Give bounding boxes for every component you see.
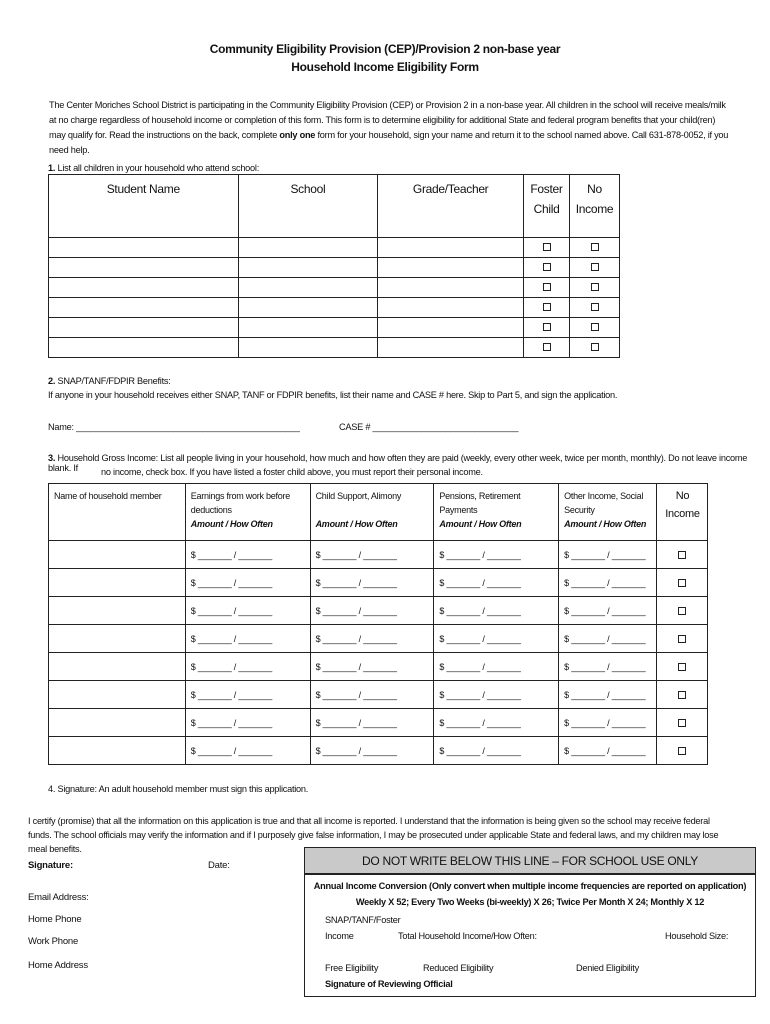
total-income-label: Total Household Income/How Often: <box>398 931 537 941</box>
no-income-checkbox[interactable] <box>591 283 599 291</box>
foster-child-checkbox[interactable] <box>543 323 551 331</box>
intro-bold: only one <box>279 130 316 140</box>
section3-number: 3. <box>48 453 56 463</box>
school-cell[interactable] <box>238 278 378 298</box>
section2-number: 2. <box>48 376 56 386</box>
child-support-cell[interactable]: $ _______ / _______ <box>310 541 434 569</box>
no-income-checkbox[interactable] <box>678 607 686 615</box>
student-name-cell[interactable] <box>49 278 239 298</box>
pensions-cell[interactable]: $ _______ / _______ <box>434 737 559 765</box>
students-body <box>49 238 620 358</box>
school-cell[interactable] <box>238 238 378 258</box>
member-name-cell[interactable] <box>49 709 186 737</box>
pensions-cell[interactable]: $ _______ / _______ <box>434 653 559 681</box>
foster-child-checkbox[interactable] <box>543 283 551 291</box>
member-name-cell[interactable] <box>49 737 186 765</box>
other-income-cell[interactable]: $ _______ / _______ <box>559 625 657 653</box>
no-income-checkbox[interactable] <box>678 747 686 755</box>
no-income-cell <box>656 569 707 597</box>
child-support-cell[interactable]: $ _______ / _______ <box>310 653 434 681</box>
member-name-cell[interactable] <box>49 541 186 569</box>
school-cell[interactable] <box>238 298 378 318</box>
section1-text: List all children in your household who attend school: <box>55 163 259 173</box>
child-support-cell[interactable]: $ _______ / _______ <box>310 625 434 653</box>
student-name-cell[interactable] <box>49 318 239 338</box>
no-income-checkbox[interactable] <box>678 551 686 559</box>
school-cell[interactable] <box>238 258 378 278</box>
no-income-cell <box>656 653 707 681</box>
income-body <box>49 541 708 765</box>
grade-teacher-cell[interactable] <box>378 238 524 258</box>
income-row <box>49 541 708 569</box>
snap-case-field[interactable]: CASE # ______________________________ <box>339 422 519 432</box>
pensions-cell[interactable]: $ _______ / _______ <box>434 625 559 653</box>
student-name-cell[interactable] <box>49 258 239 278</box>
child-support-cell[interactable]: $ _______ / _______ <box>310 681 434 709</box>
pensions-cell[interactable]: $ _______ / _______ <box>434 569 559 597</box>
email-field[interactable]: Email Address: <box>28 892 89 903</box>
home-address-field[interactable]: Home Address <box>28 960 88 971</box>
student-row <box>49 338 620 358</box>
earnings-cell[interactable]: $ _______ / _______ <box>185 737 310 765</box>
section1-label <box>48 163 259 173</box>
section2-instruction: If anyone in your household receives either SNAP, TANF or FDPIR benefits, list their name and CASE # here. Skip to Part 5, and sign the application. <box>48 390 618 400</box>
conversion-rates: Weekly X 52; Every Two Weeks (bi-weekly) X 26; Twice Per Month X 24; Monthly X 12 <box>355 897 705 907</box>
intro-text-a: The Center Moriches School District is participating in the Community Eligibility Provision (CEP) or Provision 2 in a non-base year. All children in the school will receive meals/milk at no charge regardless of household income or completion of this form. This form is to determine eligibility for additional State and federal program benefits that your child(ren) may qualify for. Read the instructions on the back, complete <box>49 100 726 140</box>
no-income-cell <box>656 737 707 765</box>
student-name-cell[interactable] <box>49 338 239 358</box>
form-subtitle: Household Income Eligibility Form <box>291 60 479 74</box>
students-header-row <box>49 175 620 238</box>
section3-text-line2: no income, check box. If you have listed a foster child above, you must report their personal income. <box>101 467 483 477</box>
other-income-cell[interactable]: $ _______ / _______ <box>559 653 657 681</box>
intro-text-b: form for your household, sign your name and return it to the school named above. Call 631-878-0052, if you need help. <box>49 130 729 155</box>
pensions-cell[interactable]: $ _______ / _______ <box>434 709 559 737</box>
no-income-checkbox[interactable] <box>591 263 599 271</box>
no-income-checkbox-cell <box>570 258 620 278</box>
income-label: Income <box>325 931 354 941</box>
col-earnings-sub: Amount / How Often <box>190 519 273 529</box>
income-table <box>48 483 708 765</box>
income-row <box>49 653 708 681</box>
no-income-cell <box>656 709 707 737</box>
section2-text: SNAP/TANF/FDPIR Benefits: <box>55 376 171 386</box>
col-other-income <box>559 484 657 541</box>
child-support-cell[interactable]: $ _______ / _______ <box>310 597 434 625</box>
col-member-name <box>49 484 186 541</box>
student-name-cell[interactable] <box>49 238 239 258</box>
household-size-label: Household Size: <box>665 931 729 941</box>
earnings-cell[interactable]: $ _______ / _______ <box>185 541 310 569</box>
other-income-cell[interactable]: $ _______ / _______ <box>559 737 657 765</box>
section1-number: 1. <box>48 163 56 173</box>
foster-child-checkbox-cell <box>524 278 570 298</box>
student-row <box>49 318 620 338</box>
col-child-support-label: Child Support, Alimony <box>315 491 402 501</box>
student-name-cell[interactable] <box>49 298 239 318</box>
no-income-checkbox-cell <box>570 238 620 258</box>
foster-child-checkbox-cell <box>524 258 570 278</box>
col-child-support <box>310 484 434 541</box>
income-row <box>49 569 708 597</box>
col-other-income-label: Other Income, Social Security <box>564 491 644 515</box>
signature-field[interactable]: Signature: <box>28 860 73 871</box>
income-row <box>49 737 708 765</box>
work-phone-field[interactable]: Work Phone <box>28 936 79 947</box>
foster-child-checkbox-cell <box>524 238 570 258</box>
student-row <box>49 258 620 278</box>
conversion-title: Annual Income Conversion (Only convert when multiple income frequencies are reported on application) <box>313 881 747 891</box>
certify-statement: I certify (promise) that all the information on this application is true and that all income is reported. I understand that the information is being given so the school may receive federal funds. The school officials may verify the information and if I purposely give false information, I may be prosecuted under applicable State and federal laws, and my children may lose meal benefits. <box>28 816 719 854</box>
section4-label: 4. Signature: An adult household member must sign this application. <box>48 784 309 794</box>
no-income-checkbox[interactable] <box>678 663 686 671</box>
section2-label <box>48 376 171 386</box>
col-earnings <box>185 484 310 541</box>
col-other-income-sub: Amount / How Often <box>564 519 647 529</box>
student-row <box>49 278 620 298</box>
member-name-cell[interactable] <box>49 653 186 681</box>
member-name-cell[interactable] <box>49 597 186 625</box>
school-cell[interactable] <box>238 338 378 358</box>
col-member-name-label: Name of household member <box>54 491 162 501</box>
earnings-cell[interactable]: $ _______ / _______ <box>185 681 310 709</box>
earnings-cell[interactable]: $ _______ / _______ <box>185 709 310 737</box>
no-income-checkbox[interactable] <box>591 303 599 311</box>
snap-name-field[interactable]: Name: ______________________________________________ <box>48 422 300 432</box>
foster-child-checkbox-cell <box>524 298 570 318</box>
no-income-checkbox[interactable] <box>678 579 686 587</box>
no-income-checkbox[interactable] <box>591 323 599 331</box>
free-eligibility[interactable]: Free Eligibility <box>325 963 379 973</box>
col-school: School <box>238 175 378 238</box>
earnings-cell[interactable]: $ _______ / _______ <box>185 625 310 653</box>
school-cell[interactable] <box>238 318 378 338</box>
office-use-box <box>304 874 756 997</box>
member-name-cell[interactable] <box>49 681 186 709</box>
grade-teacher-cell[interactable] <box>378 338 524 358</box>
date-field[interactable]: Date: <box>208 860 230 871</box>
no-income-cell <box>656 625 707 653</box>
foster-child-checkbox-cell <box>524 338 570 358</box>
no-income-cell <box>656 541 707 569</box>
no-income-checkbox[interactable] <box>591 243 599 251</box>
earnings-cell[interactable]: $ _______ / _______ <box>185 597 310 625</box>
income-row <box>49 681 708 709</box>
denied-eligibility[interactable]: Denied Eligibility <box>576 963 639 973</box>
col-grade-teacher: Grade/Teacher <box>378 175 524 238</box>
students-table <box>48 174 620 358</box>
no-income-cell <box>656 597 707 625</box>
col-earnings-label: Earnings from work before deductions <box>190 491 291 515</box>
child-support-cell[interactable]: $ _______ / _______ <box>310 737 434 765</box>
col-no-income-3-label: No Income <box>665 490 700 520</box>
other-income-cell[interactable]: $ _______ / _______ <box>559 597 657 625</box>
student-row <box>49 238 620 258</box>
pensions-cell[interactable]: $ _______ / _______ <box>434 541 559 569</box>
grade-teacher-cell[interactable] <box>378 278 524 298</box>
income-row <box>49 625 708 653</box>
member-name-cell[interactable] <box>49 569 186 597</box>
income-header-row <box>49 484 708 541</box>
col-foster-child: Foster Child <box>524 175 570 238</box>
col-pensions-label: Pensions, Retirement Payments <box>439 491 521 515</box>
no-income-checkbox[interactable] <box>591 343 599 351</box>
other-income-cell[interactable]: $ _______ / _______ <box>559 709 657 737</box>
intro-paragraph <box>49 98 729 158</box>
reduced-eligibility[interactable]: Reduced Eligibility <box>423 963 494 973</box>
no-income-checkbox[interactable] <box>678 691 686 699</box>
child-support-cell[interactable]: $ _______ / _______ <box>310 569 434 597</box>
income-row <box>49 597 708 625</box>
other-income-cell[interactable]: $ _______ / _______ <box>559 569 657 597</box>
col-child-support-sub: Amount / How Often <box>315 519 398 529</box>
pensions-cell[interactable]: $ _______ / _______ <box>434 597 559 625</box>
other-income-cell[interactable]: $ _______ / _______ <box>559 541 657 569</box>
no-income-cell <box>656 681 707 709</box>
home-phone-field[interactable]: Home Phone <box>28 914 82 925</box>
foster-child-checkbox[interactable] <box>543 303 551 311</box>
no-income-checkbox-cell <box>570 318 620 338</box>
col-student-name: Student Name <box>49 175 239 238</box>
no-income-checkbox-cell <box>570 278 620 298</box>
section3-text: Household Gross Income: List all people living in your household, how much and how often they are paid (weekly, every other week, twice per month, monthly). Do not leave income blank. If <box>48 453 748 473</box>
income-row <box>49 709 708 737</box>
no-income-checkbox-cell <box>570 338 620 358</box>
other-income-cell[interactable]: $ _______ / _______ <box>559 681 657 709</box>
no-income-checkbox-cell <box>570 298 620 318</box>
col-no-income: No Income <box>570 175 620 238</box>
col-pensions-sub: Amount / How Often <box>439 519 522 529</box>
member-name-cell[interactable] <box>49 625 186 653</box>
child-support-cell[interactable]: $ _______ / _______ <box>310 709 434 737</box>
grade-teacher-cell[interactable] <box>378 318 524 338</box>
form-title: Community Eligibility Provision (CEP)/Provision 2 non-base year <box>209 42 561 56</box>
reviewing-official-signature[interactable]: Signature of Reviewing Official <box>325 979 453 989</box>
snap-foster-label: SNAP/TANF/Foster <box>325 915 401 925</box>
no-income-checkbox[interactable] <box>678 635 686 643</box>
earnings-cell[interactable]: $ _______ / _______ <box>185 569 310 597</box>
col-pensions <box>434 484 559 541</box>
foster-child-checkbox[interactable] <box>543 243 551 251</box>
student-row <box>49 298 620 318</box>
office-use-header: DO NOT WRITE BELOW THIS LINE – FOR SCHOOL USE ONLY <box>304 847 756 874</box>
foster-child-checkbox-cell <box>524 318 570 338</box>
earnings-cell[interactable]: $ _______ / _______ <box>185 653 310 681</box>
foster-child-checkbox[interactable] <box>543 263 551 271</box>
col-no-income-3 <box>656 484 707 541</box>
pensions-cell[interactable]: $ _______ / _______ <box>434 681 559 709</box>
no-income-checkbox[interactable] <box>678 719 686 727</box>
grade-teacher-cell[interactable] <box>378 298 524 318</box>
grade-teacher-cell[interactable] <box>378 258 524 278</box>
foster-child-checkbox[interactable] <box>543 343 551 351</box>
